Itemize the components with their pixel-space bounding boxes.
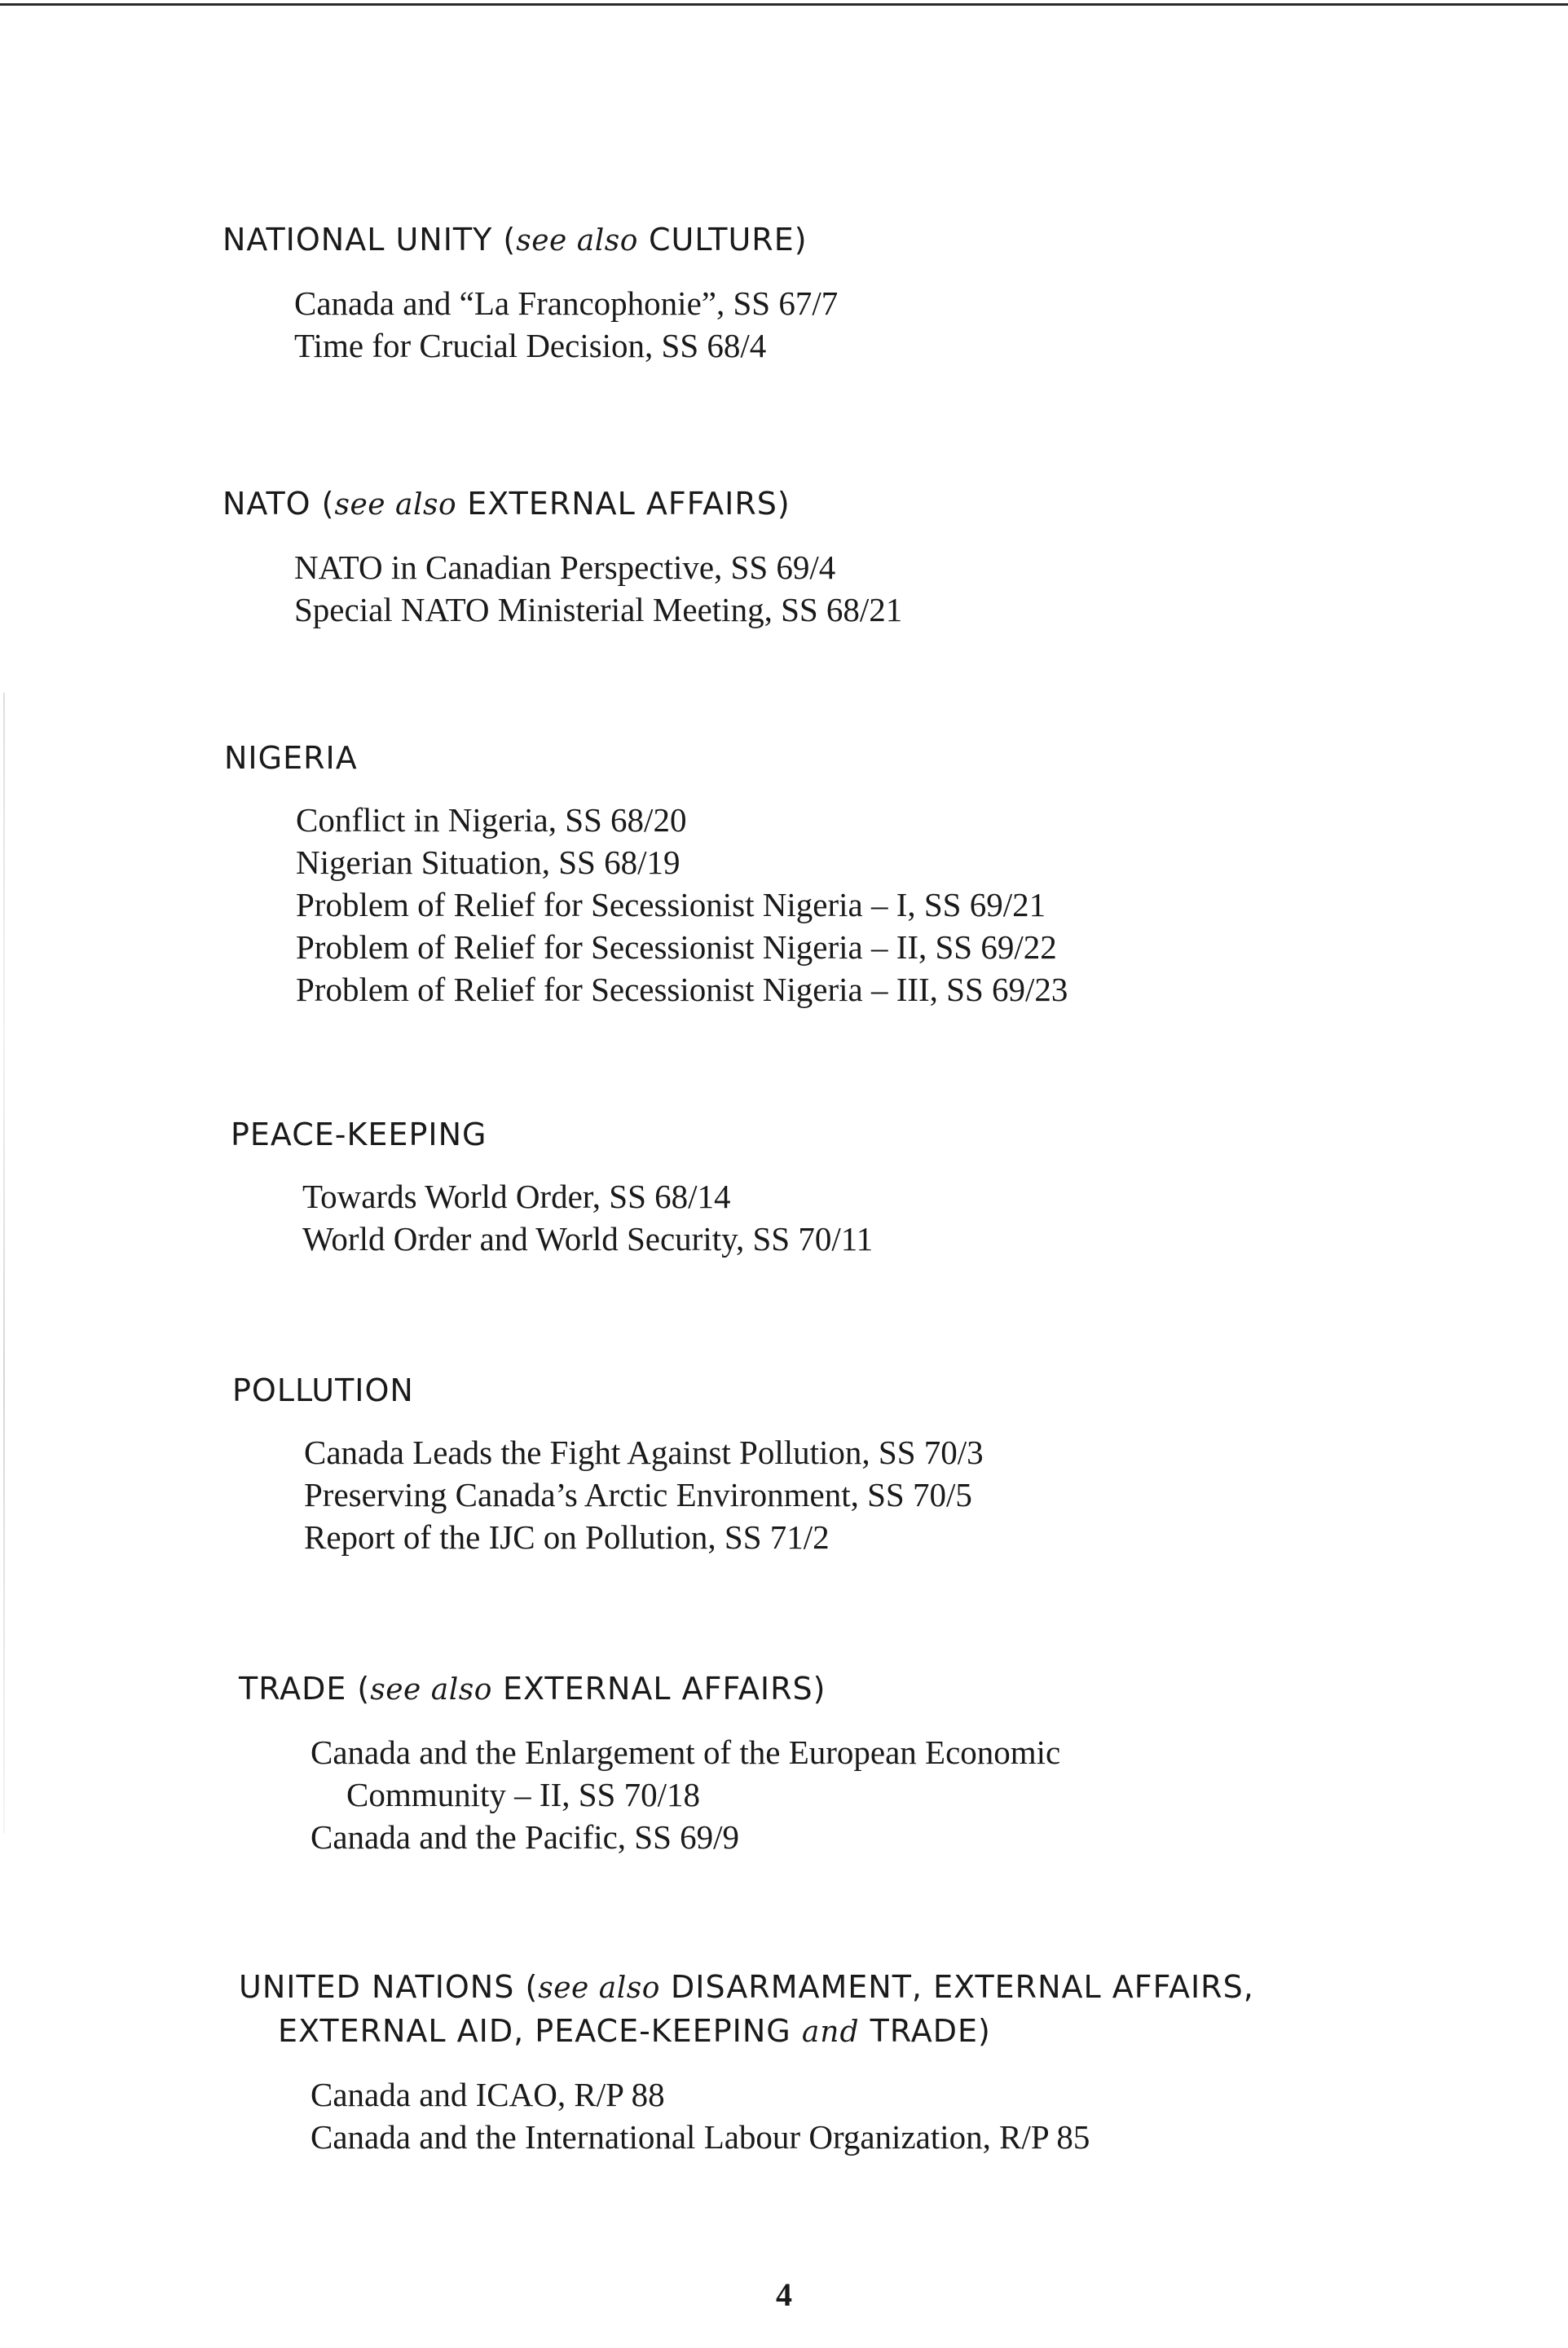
section-heading: UNITED NATIONS (see also DISARMAMENT, EXTERNAL AFFAIRS, EXTERNAL AID, PEACE-KEEPING and TRADE) <box>239 1966 1510 2054</box>
entry-list <box>231 1175 1502 1260</box>
index-entry: Conflict in Nigeria, SS 68/20 <box>296 801 687 839</box>
index-entry: Problem of Relief for Secessionist Nigeria – III, SS 69/23 <box>296 971 1068 1008</box>
entry-list <box>224 799 1495 1011</box>
index-entry: Time for Crucial Decision, SS 68/4 <box>294 327 767 364</box>
index-entry: Problem of Relief for Secessionist Nigeria – I, SS 69/21 <box>296 886 1046 923</box>
section-heading <box>224 737 1495 779</box>
heading-term: TRADE <box>239 1671 347 1707</box>
index-entry: Canada and ICAO, R/P 88 <box>311 2076 665 2113</box>
see-also-conjunction: and <box>801 2015 860 2049</box>
see-also-targets: EXTERNAL AFFAIRS) <box>503 1671 826 1707</box>
heading-term: NATIONAL UNITY <box>222 222 493 258</box>
scan-edge-mark <box>3 693 5 1834</box>
see-also-label: see also <box>370 1673 492 1707</box>
see-also-label: see also <box>538 1971 660 2005</box>
index-entry: Report of the IJC on Pollution, SS 71/2 <box>304 1518 830 1556</box>
entry-list <box>239 2073 1510 2158</box>
heading-term: POLLUTION <box>232 1372 414 1408</box>
see-also-label: see also <box>516 224 638 258</box>
section-heading <box>231 1113 1502 1156</box>
index-entry: Canada and the Pacific, SS 69/9 <box>311 1818 740 1856</box>
index-entry: Towards World Order, SS 68/14 <box>302 1178 731 1215</box>
index-entry: Special NATO Ministerial Meeting, SS 68/21 <box>294 591 903 628</box>
index-entry: Canada and “La Francophonie”, SS 67/7 <box>294 284 839 322</box>
index-entry: Preserving Canada’s Arctic Environment, SS 70/5 <box>304 1476 972 1513</box>
section-heading: NATIONAL UNITY (see also CULTURE) <box>222 222 808 258</box>
index-section-trade <box>239 1667 1510 1858</box>
index-entry <box>311 1731 1510 1816</box>
index-entry: Nigerian Situation, SS 68/19 <box>296 844 680 881</box>
index-entry: Canada and the International Labour Organization, R/P 85 <box>311 2118 1090 2156</box>
see-also-targets: EXTERNAL AFFAIRS) <box>467 486 791 522</box>
heading-term: NATO <box>222 486 311 522</box>
section-heading: TRADE (see also EXTERNAL AFFAIRS) <box>239 1671 826 1707</box>
heading-term: UNITED NATIONS <box>239 1969 515 2005</box>
index-section-nigeria <box>224 737 1495 1011</box>
index-section-pollution <box>232 1369 1504 1558</box>
index-entry: Problem of Relief for Secessionist Nigeria – II, SS 69/22 <box>296 928 1057 966</box>
entry-list <box>222 282 1494 367</box>
section-heading: NATO (see also EXTERNAL AFFAIRS) <box>222 486 791 522</box>
index-section-nato <box>222 482 1494 631</box>
entry-list <box>222 546 1494 631</box>
heading-term: NIGERIA <box>224 740 358 776</box>
entry-list <box>232 1431 1504 1558</box>
index-entry: World Order and World Security, SS 70/11 <box>302 1220 874 1258</box>
top-border-line <box>0 3 1568 6</box>
see-also-targets: DISARMAMENT, EXTERNAL AFFAIRS, <box>671 1969 1254 2005</box>
entry-line-continued: Community – II, SS 70/18 <box>346 1776 700 1813</box>
see-also-targets: TRADE) <box>870 2013 991 2049</box>
see-also-label: see also <box>334 488 457 522</box>
page-number: 4 <box>776 2276 792 2313</box>
see-also-targets: EXTERNAL AID, PEACE-KEEPING <box>278 2013 791 2049</box>
index-section-national-unity <box>222 218 1494 367</box>
index-entry: NATO in Canadian Perspective, SS 69/4 <box>294 548 836 586</box>
section-heading <box>232 1369 1504 1412</box>
heading-continued <box>239 2010 1510 2054</box>
entry-list <box>239 1731 1510 1858</box>
index-entry: Canada Leads the Fight Against Pollution, SS 70/3 <box>304 1434 984 1471</box>
see-also-targets: CULTURE) <box>649 222 808 258</box>
heading-term: PEACE-KEEPING <box>231 1117 487 1152</box>
index-section-peace-keeping <box>231 1113 1502 1260</box>
entry-line: Canada and the Enlargement of the European Economic <box>311 1733 1061 1771</box>
index-section-united-nations <box>239 1966 1510 2158</box>
